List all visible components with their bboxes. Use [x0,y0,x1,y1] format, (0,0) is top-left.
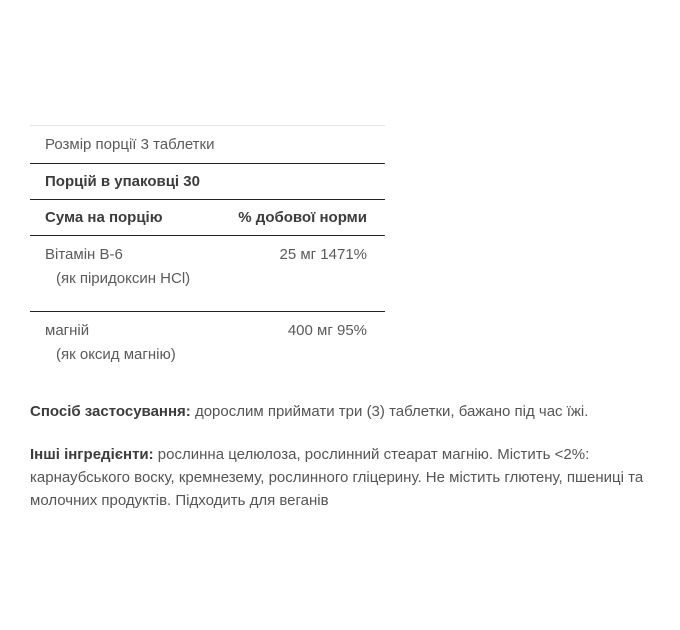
servings-per-container: Порцій в упаковці 30 [45,173,200,190]
usage-instructions [30,400,660,423]
column-header-row [30,200,385,236]
supplement-facts-table [30,125,385,388]
other-ingredients-label: Інші інгредієнти: [30,446,154,463]
nutrient-row [30,236,385,312]
serving-size-row [30,126,385,164]
nutrient-row [30,312,385,388]
column-header-amount: Сума на порцію [45,209,163,226]
usage-text: дорослим приймати три (3) таблетки, бажано під час їжі. [190,403,589,420]
nutrient-name: магній [45,322,90,339]
nutrient-amount: 25 мг 1471% [279,246,367,263]
nutrient-name: Вітамін В-6 [45,246,123,263]
other-ingredients [30,443,660,512]
serving-size: Розмір порції 3 таблетки [45,136,215,153]
usage-label: Спосіб застосування: [30,403,191,420]
other-ingredients-text: рослинна целюлоза, рослинний стеарат магнію. Містить <2%: карнаубського воску, кремнезему, рослинного гліцерину. Не містить глютену, пшениці та молочних продуктів. Підходить для веганів [30,446,644,509]
column-header-daily-value: % добової норми [238,209,367,226]
nutrient-amount: 400 мг 95% [287,322,367,339]
servings-per-container-row [30,164,385,200]
nutrient-source: (як піридоксин HCl) [56,270,191,287]
nutrient-source: (як оксид магнію) [56,346,176,363]
